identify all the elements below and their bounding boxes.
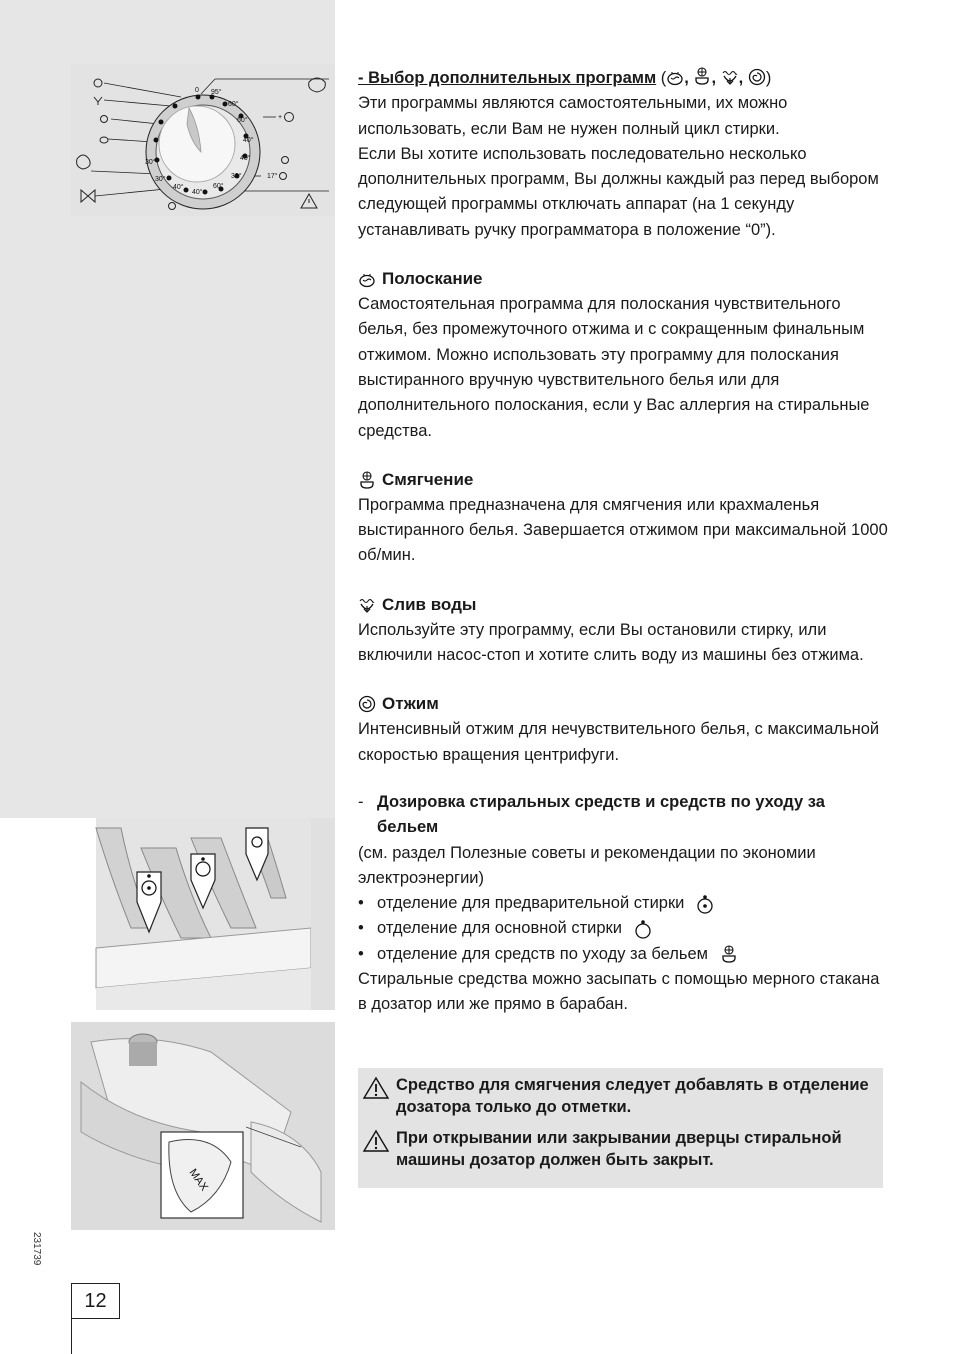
dial-label: 40°: [192, 189, 203, 196]
bullet: •: [358, 919, 364, 938]
section-heading: [358, 691, 888, 717]
drawer-max-figure: [71, 1022, 335, 1230]
list-item: [358, 942, 888, 967]
dosage-dash: -: [358, 792, 364, 811]
drain-icon: [721, 68, 739, 86]
section-spin: [358, 691, 888, 768]
dial-label: 30°: [145, 159, 156, 166]
max-mark-label: MAX: [186, 1166, 211, 1194]
section-heading: [358, 266, 888, 292]
drawer-max-drawing: [71, 1022, 335, 1230]
spin-reduce-icon: [280, 173, 287, 180]
drain-icon: [94, 97, 102, 105]
spin-speed-icon: [169, 203, 176, 210]
spin-icon: [94, 79, 102, 87]
programs-paragraph-1: Эти программы являются самостоятельными, их можно использовать, если Вам не нужен полный цикл стирки.: [358, 94, 788, 138]
softener-icon: [720, 944, 738, 964]
spin-icon: [358, 695, 376, 713]
dial-label: 0: [195, 87, 199, 94]
list-item-text: отделение для средств по уходу за бельем: [377, 944, 709, 963]
softener-icon: [693, 66, 711, 86]
warning-item: [362, 1127, 873, 1171]
wool-icon: [77, 155, 91, 169]
main-text-column: [358, 66, 888, 1018]
spin-icon: [748, 68, 766, 86]
section-text: Самостоятельная программа для полоскания чувствительного белья, без промежуточного отжима и с сокращенным финальным отжимом. Можно использовать эту программу для полоскания выстиранного вручную чувствительного белья или для дополнительного полоскания, если у Вас аллергия на стиральные средства.: [358, 295, 870, 440]
section-heading: [358, 592, 888, 618]
softener-icon: [358, 470, 376, 490]
warning-box: [358, 1068, 883, 1188]
prewash-icon: [285, 113, 294, 122]
page-number: 12: [71, 1283, 120, 1319]
mainwash-icon: [634, 919, 652, 939]
heading-paren-open: (: [660, 69, 667, 87]
heading-paren-close: ): [765, 69, 772, 87]
bullet: •: [358, 894, 364, 913]
section-drain: [358, 592, 888, 669]
section-heading: [358, 467, 888, 493]
document-code: 231739: [31, 1232, 42, 1266]
programme-dial-drawing: [71, 64, 335, 216]
warning-icon: [301, 194, 317, 208]
softener-icon: [101, 116, 108, 123]
section-title: Отжим: [382, 694, 439, 714]
warning-icon: [362, 1129, 390, 1153]
section-text: Интенсивный отжим для нечувствительного белья, с максимальной скоростью вращения центрифуги.: [358, 720, 880, 764]
warning-item: [362, 1074, 873, 1118]
compartment-list: [358, 891, 888, 967]
section-title: Слив воды: [382, 594, 477, 614]
list-item-text: отделение для основной стирки: [377, 919, 622, 938]
dosage-title: Дозировка стиральных средств и средств по уходу за бельем: [377, 792, 825, 837]
list-item: [358, 891, 888, 916]
dial-label: 17°: [267, 173, 278, 180]
cotton-icon: [309, 78, 326, 92]
heading-sep: ,: [684, 69, 689, 87]
section-title: Смягчение: [382, 469, 474, 489]
page-margin-line: [71, 1318, 72, 1354]
rinse-icon: [666, 68, 684, 86]
heading-sep: ,: [738, 69, 744, 87]
programs-heading: - Выбор дополнительных программ: [358, 69, 657, 87]
dial-label: 40°: [240, 155, 251, 162]
heading-sep: ,: [711, 69, 717, 87]
rinse-hold-icon: [282, 157, 289, 164]
rinse-icon: [358, 270, 376, 288]
dosage-note: (см. раздел Полезные советы и рекомендации по экономии электроэнергии): [358, 843, 816, 887]
list-item-text: отделение для предварительной стирки: [377, 894, 685, 913]
dial-label: 60°: [237, 117, 248, 124]
dosage-heading: [358, 790, 888, 841]
section-text: Используйте эту программу, если Вы остановили стирку, или включили насос-стоп и хотите слить воду из машины без отжима.: [358, 620, 864, 665]
dial-label: 60°: [213, 183, 224, 190]
section-text: Программа предназначена для смягчения или крахмаленья выстиранного белья. Завершается отжимом при максимальной 1000 об/мин.: [358, 495, 888, 565]
dial-label: 40°: [243, 137, 254, 144]
dial-label: 30°: [155, 176, 166, 183]
dosage-footer: Стиральные средства можно засыпать с помощью мерного стакана в дозатор или же прямо в барабан.: [358, 970, 880, 1014]
delicate-butterfly-icon: [81, 190, 95, 202]
dial-label: 95°: [211, 89, 222, 96]
dial-label: 40°: [173, 184, 184, 191]
prewash-icon: [696, 894, 714, 914]
bullet: •: [358, 944, 364, 963]
dosage-section: [358, 790, 888, 1018]
rinse-icon: [100, 137, 108, 143]
drain-icon: [358, 596, 376, 614]
programs-paragraph-2: Если Вы хотите использовать последовательно несколько дополнительных программ, Вы должны каждый раз перед выбором следующей программы отключать аппарат (на 1 секунду устанавливать ручку программатора в положение “0”).: [358, 144, 879, 239]
section-softener: [358, 467, 888, 569]
warning-icon: [362, 1076, 390, 1100]
section-rinse: [358, 266, 888, 444]
programme-dial-figure: [71, 64, 335, 216]
drawer-compartments-drawing: [71, 818, 335, 1010]
warning-text: При открывании или закрывании дверцы стиральной машины дозатор должен быть закрыт.: [396, 1129, 842, 1169]
dial-label: +: [278, 114, 283, 121]
dial-label: 60°: [228, 101, 239, 108]
programs-heading-line: [358, 66, 888, 91]
section-title: Полоскание: [382, 269, 483, 289]
list-item: [358, 916, 888, 941]
detergent-drawer-figure: [71, 818, 335, 1010]
warning-text: Средство для смягчения следует добавлять в отделение дозатора только до отметки.: [396, 1076, 869, 1116]
dial-label: 30°: [231, 173, 242, 180]
